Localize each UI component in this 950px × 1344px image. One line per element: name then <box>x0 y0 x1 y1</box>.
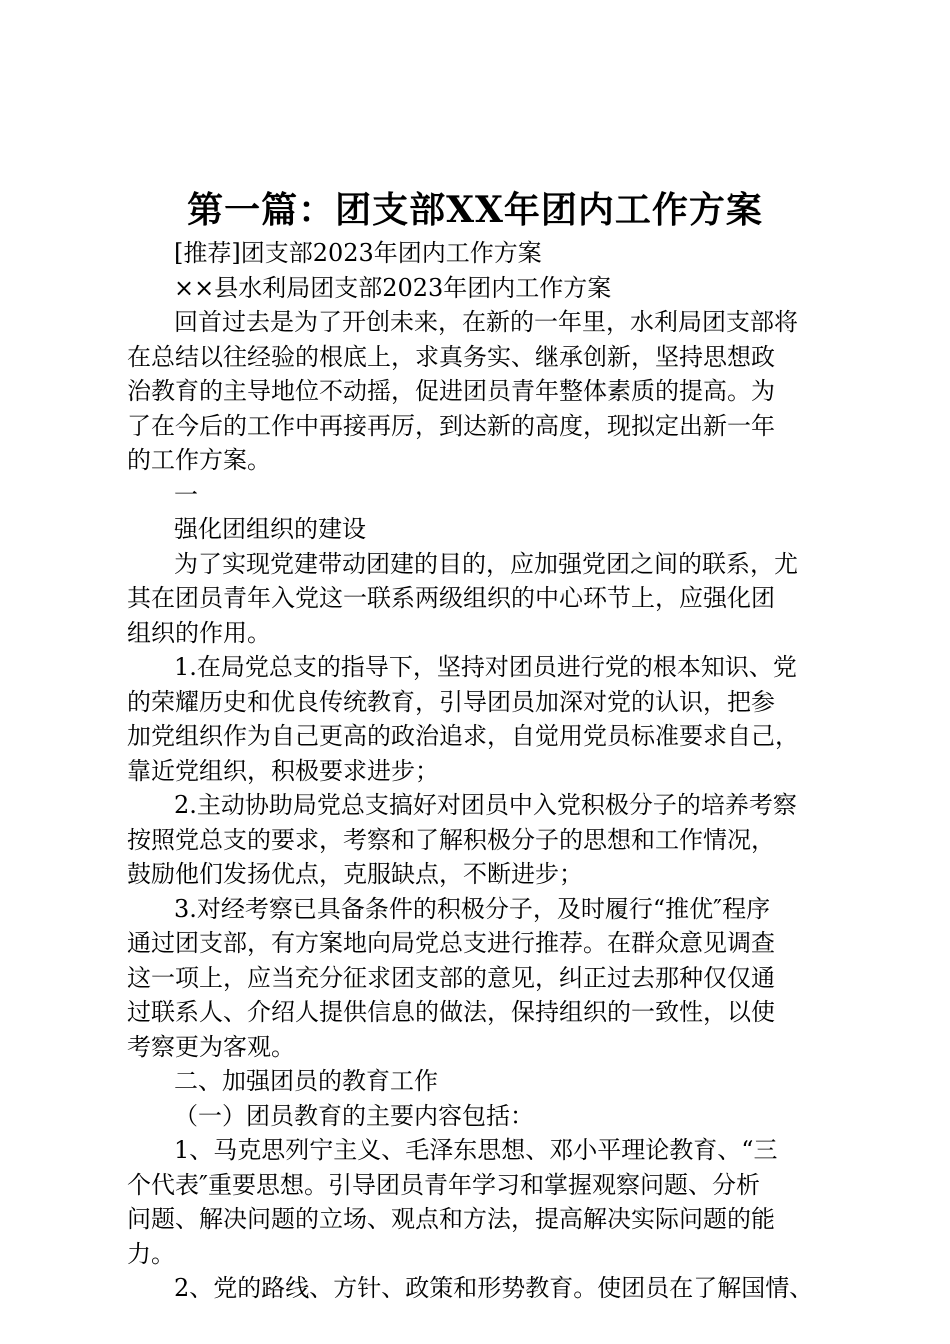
text-line: 一 <box>174 480 198 509</box>
text-line: 靠近党组织，积极要求进步； <box>127 756 439 785</box>
text-line: 2.主动协助局党总支搞好对团员中入党积极分子的培养考察 <box>174 791 797 819</box>
text-line: 1、马克思列宁主义、毛泽东思想、邓小平理论教育、“三 <box>174 1136 778 1164</box>
text-line: 了在今后的工作中再接再厉，到达新的高度，现拟定出新一年 <box>127 411 775 440</box>
text-line: 个代表″重要思想。引导团员青年学习和掌握观察问题、分析 <box>127 1170 760 1199</box>
text-line: 2、党的路线、方针、政策和形势教育。使团员在了解国情、 <box>174 1274 814 1302</box>
text-line: 力。 <box>127 1239 175 1268</box>
document-body <box>127 236 837 1306</box>
text-line: 这一项上，应当充分征求团支部的意见，纠正过去那种仅仅通 <box>127 963 775 992</box>
text-line: 其在团员青年入党这一联系两级组织的中心环节上，应强化团 <box>127 584 775 612</box>
text-line: 二、加强团员的教育工作 <box>174 1067 438 1095</box>
text-line: 1.在局党总支的指导下，坚持对团员进行党的根本知识、党 <box>174 653 797 681</box>
text-line: 过联系人、介绍人提供信息的做法，保持组织的一致性，以使 <box>127 998 775 1026</box>
text-line: 的工作方案。 <box>127 446 271 474</box>
text-line: 回首过去是为了开创未来，在新的一年里，水利局团支部将 <box>174 308 798 336</box>
text-line: 的荣耀历史和优良传统教育，引导团员加深对党的认识，把参 <box>127 687 775 716</box>
text-line: 为了实现党建带动团建的目的，应加强党团之间的联系，尤 <box>174 549 798 578</box>
document-title: 第一篇：团支部XX年团内工作方案 <box>187 189 763 231</box>
text-line: 按照党总支的要求，考察和了解积极分子的思想和工作情况， <box>127 825 775 854</box>
text-line: 治教育的主导地位不动摇，促进团员青年整体素质的提高。为 <box>127 377 775 405</box>
text-line: （一）团员教育的主要内容包括： <box>174 1101 534 1130</box>
text-line: 组织的作用。 <box>127 618 271 647</box>
text-line: 考察更为客观。 <box>127 1032 295 1061</box>
text-line: 在总结以往经验的根底上，求真务实、继承创新，坚持思想政 <box>127 342 775 371</box>
text-line: 问题、解决问题的立场、观点和方法，提高解决实际问题的能 <box>127 1205 775 1233</box>
text-line: 3.对经考察已具备条件的积极分子，及时履行“推优″程序 <box>174 894 771 923</box>
text-line: ××县水利局团支部2023年团内工作方案 <box>174 273 612 302</box>
text-line: 鼓励他们发扬优点，克服缺点，不断进步； <box>127 860 583 888</box>
text-line: 通过团支部，有方案地向局党总支进行推荐。在群众意见调查 <box>127 929 775 957</box>
text-line: 强化团组织的建设 <box>174 515 366 543</box>
text-line: [推荐]团支部2023年团内工作方案 <box>174 239 542 267</box>
text-line: 加党组织作为自己更高的政治追求，自觉用党员标准要求自己， <box>127 722 799 750</box>
